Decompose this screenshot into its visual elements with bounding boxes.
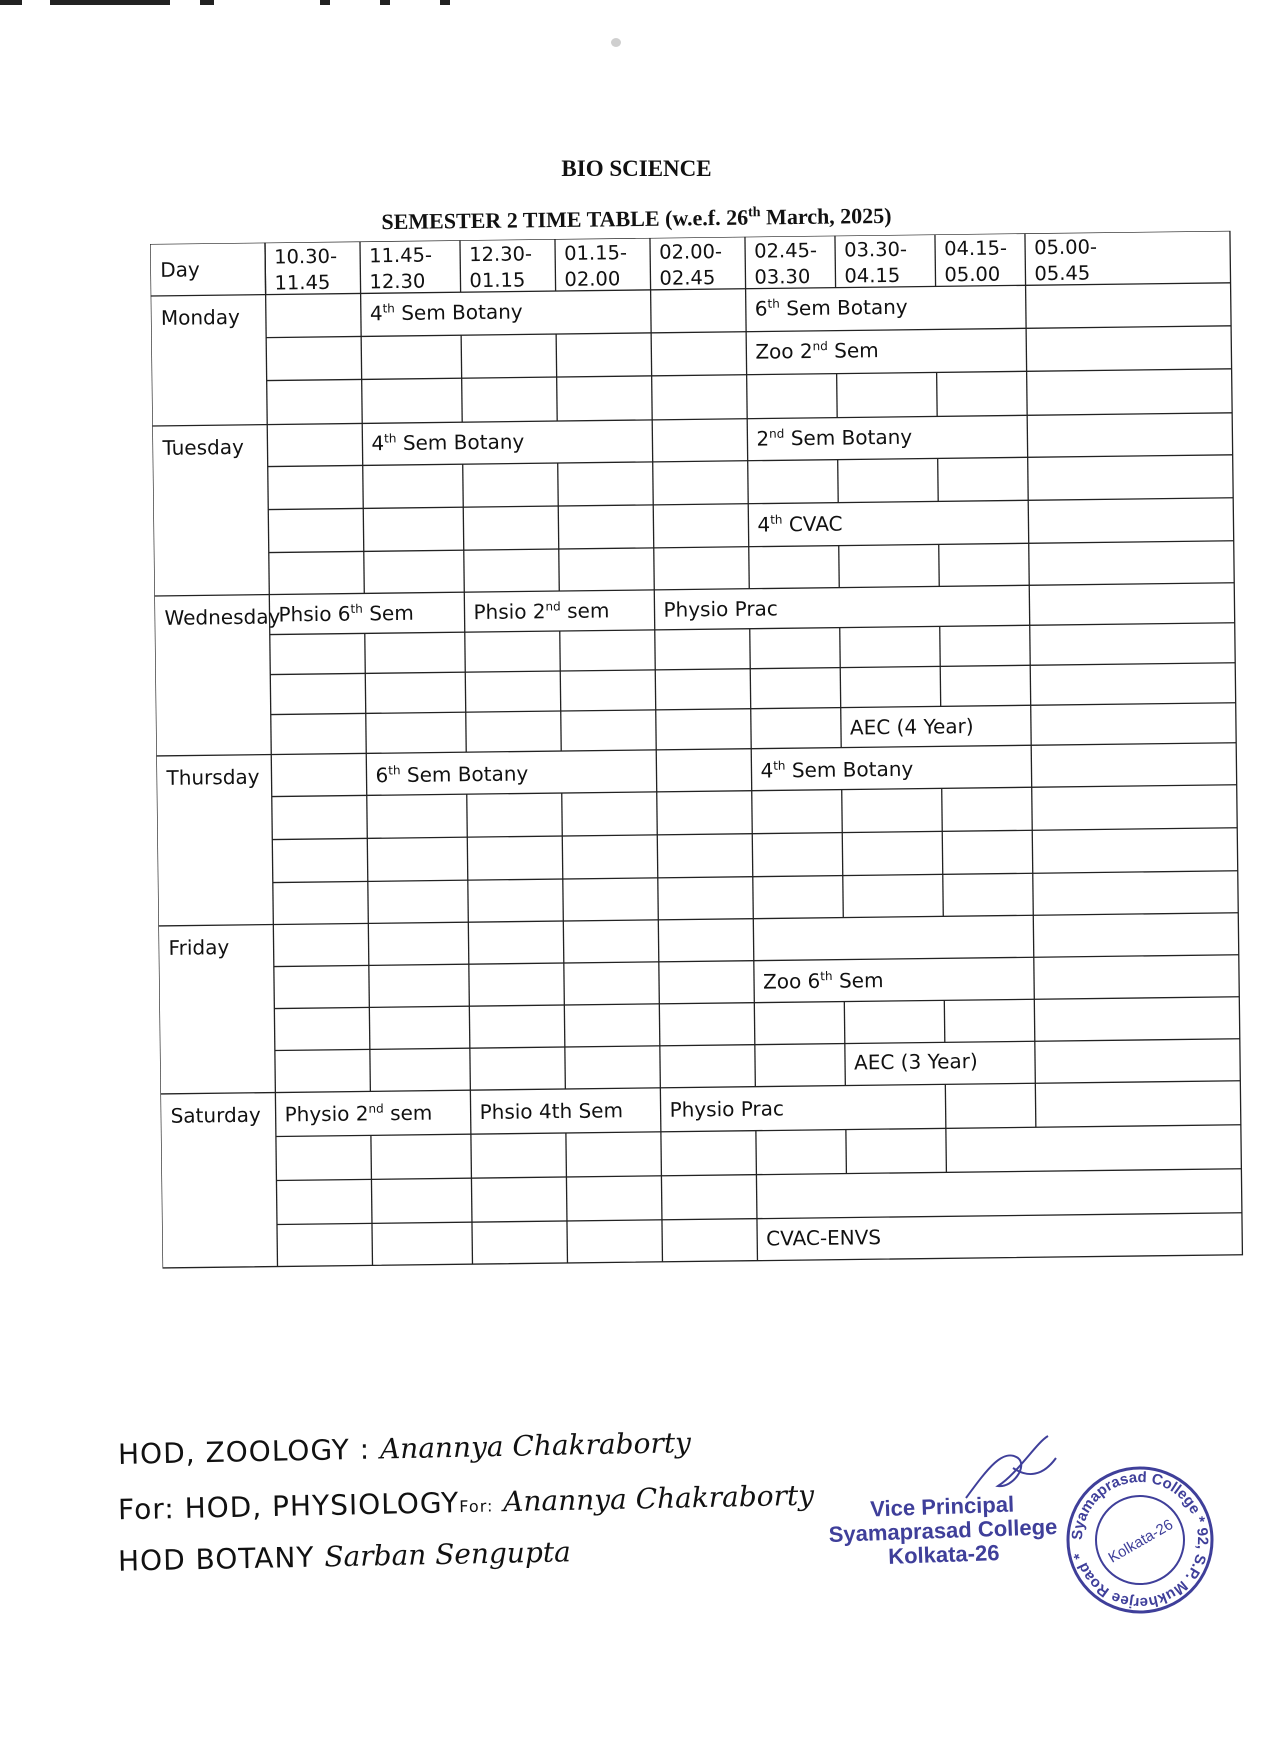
timetable-grid xyxy=(150,231,1248,1384)
entry-thu-6th-sem-botany: 6th Sem Botany xyxy=(375,761,529,788)
hod-zoology-name: Anannya Chakraborty xyxy=(379,1426,692,1466)
entry-sat-physio-2nd-sem: Physio 2nd sem xyxy=(284,1100,433,1127)
entry-sat-phsio-4th-sem: Phsio 4th Sem xyxy=(479,1098,624,1125)
entry-sat-cvac-envs: CVAC-ENVS xyxy=(766,1225,882,1251)
slot-6: 02.45- 03.30 xyxy=(753,238,818,289)
day-monday: Monday xyxy=(160,304,241,330)
header-day: Day xyxy=(160,257,200,282)
entry-fri-zoo-6th-sem: Zoo 6th Sem xyxy=(762,968,884,994)
hod-physiology-label: For: HOD, PHYSIOLOGY xyxy=(117,1486,460,1527)
scan-edge-marks xyxy=(0,0,480,12)
stamp-line-2: Syamaprasad College xyxy=(828,1514,1058,1547)
slot-8: 04.15- 05.00 xyxy=(943,236,1008,287)
stamp-line-1: Vice Principal xyxy=(869,1491,1015,1522)
entry-mon-zoo-2nd-sem: Zoo 2nd Sem xyxy=(755,338,879,364)
slot-7: 03.30- 04.15 xyxy=(843,237,908,288)
slot-4: 01.15- 02.00 xyxy=(564,241,628,291)
entry-tue-2nd-sem-botany: 2nd Sem Botany xyxy=(756,424,913,451)
entry-tue-4th-sem-botany: 4th Sem Botany xyxy=(371,429,525,456)
entry-wed-aec-4-year: AEC (4 Year) xyxy=(849,713,974,740)
entry-wed-phsio-2nd-sem: Phsio 2nd sem xyxy=(473,598,610,625)
hod-botany-label: HOD BOTANY xyxy=(117,1540,315,1578)
slot-2: 11.45- 12.30 xyxy=(369,243,433,294)
signature-hod-botany xyxy=(118,1535,571,1577)
stamp-line-3: Kolkata-26 xyxy=(887,1540,1000,1569)
entry-mon-4th-sem-botany: 4th Sem Botany xyxy=(369,299,523,326)
document-title: BIO SCIENCE xyxy=(561,156,712,181)
hod-zoology-label: HOD, ZOOLOGY : xyxy=(117,1432,371,1471)
slot-9: 05.00- 05.45 xyxy=(1033,235,1098,286)
entry-sat-physio-prac: Physio Prac xyxy=(669,1096,785,1122)
seal-ring-text: Syamaprasad College * 92, S.P. Mukherjee Road * xyxy=(1068,1468,1212,1612)
day-saturday: Saturday xyxy=(170,1102,261,1128)
hod-physiology-name: Anannya Chakraborty xyxy=(502,1478,815,1519)
timetable xyxy=(150,231,1248,1384)
day-wednesday: Wednesday xyxy=(164,604,281,630)
signature-hod-physiology xyxy=(118,1479,815,1527)
scan-speck xyxy=(611,38,621,47)
day-thursday: Thursday xyxy=(166,764,260,790)
slot-5: 02.00- 02.45 xyxy=(658,240,723,290)
entry-wed-physio-prac: Physio Prac xyxy=(663,596,778,622)
seal-center-text: Kolkata-26 xyxy=(1105,1516,1177,1567)
entry-wed-phsio-6th-sem: Phsio 6th Sem xyxy=(278,600,414,627)
college-seal xyxy=(1060,1460,1220,1620)
day-tuesday: Tuesday xyxy=(162,434,245,460)
entry-thu-4th-sem-botany: 4th Sem Botany xyxy=(760,756,914,783)
slot-3: 12.30- 01.15 xyxy=(469,242,533,293)
entry-mon-6th-sem-botany: 6th Sem Botany xyxy=(754,294,908,321)
day-friday: Friday xyxy=(168,935,230,960)
vice-principal-stamp xyxy=(822,1491,1064,1571)
slot-1: 10.30- 11.45 xyxy=(274,244,338,295)
hod-physiology-prefix: For: xyxy=(459,1496,494,1517)
document-subtitle: SEMESTER 2 TIME TABLE (w.e.f. 26th March, 2025) xyxy=(381,202,892,235)
hod-botany-name: Sarban Sengupta xyxy=(324,1535,572,1574)
entry-tue-4th-cvac: 4th CVAC xyxy=(757,511,843,537)
entry-fri-aec-3-year: AEC (3 Year) xyxy=(853,1048,978,1075)
signature-hod-zoology xyxy=(118,1426,691,1471)
